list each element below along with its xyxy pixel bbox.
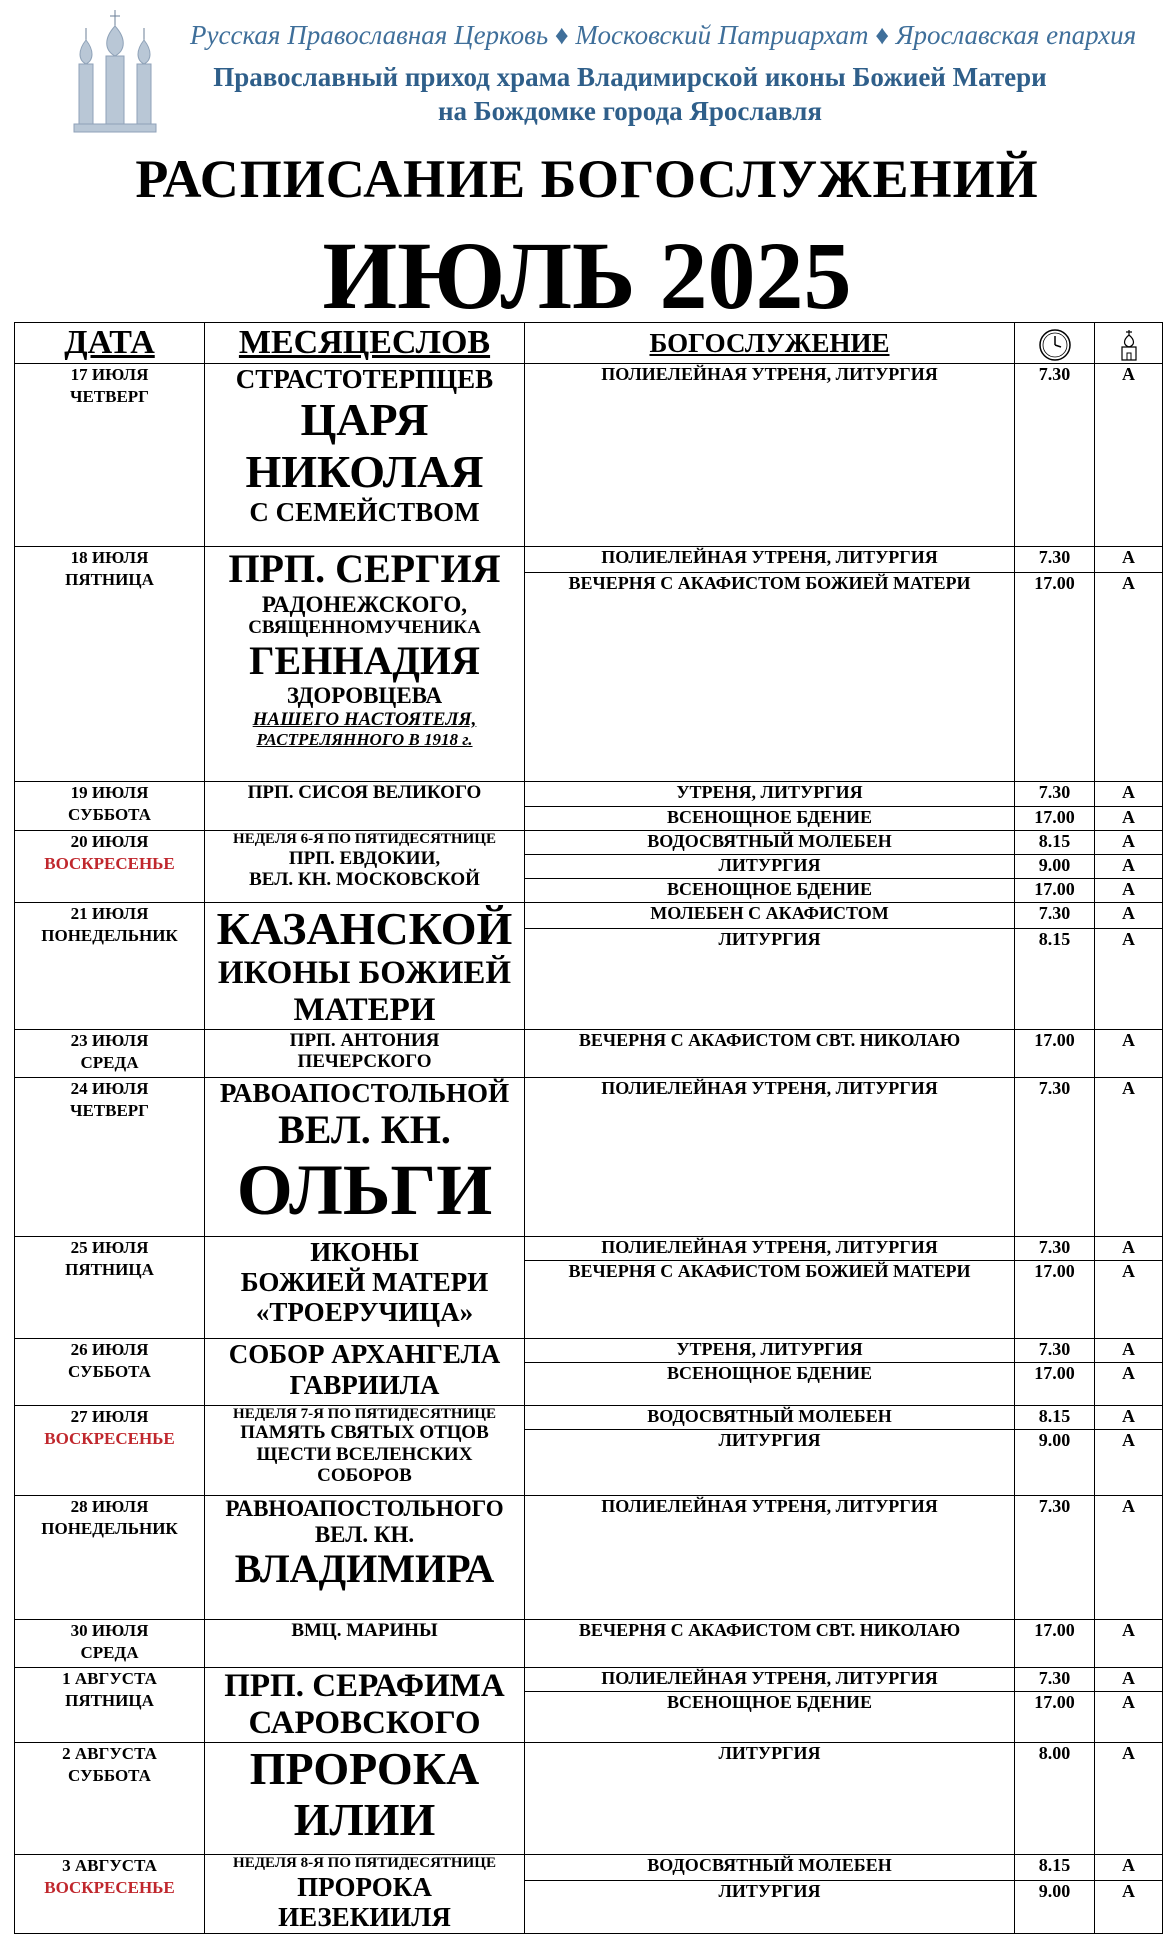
place-cell: А (1095, 806, 1163, 830)
saint-line: ОЛЬГИ (236, 1150, 493, 1231)
weekday-label: СУББОТА (68, 1362, 151, 1382)
place-cell: А (1095, 1742, 1163, 1854)
saint-line: ВЕЛ. КН. (314, 1521, 415, 1547)
table-header-row (15, 323, 1163, 364)
saints-cell (205, 1855, 525, 1934)
service-cell: ПОЛИЕЛЕЙНАЯ УТРЕНЯ, ЛИТУРГИЯ (525, 1078, 1015, 1237)
table-row (15, 1620, 1163, 1667)
table-row (15, 1405, 1163, 1429)
saint-line: НЕДЕЛЯ 6-Я ПО ПЯТИДЕСЯТНИЦЕ (233, 830, 496, 847)
date-cell (15, 1078, 205, 1237)
time-cell: 8.15 (1015, 1405, 1095, 1429)
time-cell: 17.00 (1015, 572, 1095, 781)
place-cell: А (1095, 879, 1163, 903)
time-cell: 9.00 (1015, 1429, 1095, 1495)
time-cell: 7.30 (1015, 1078, 1095, 1237)
date-label: 21 ИЮЛЯ (70, 904, 149, 924)
saint-line: ВЕЛ. КН. МОСКОВСКОЙ (249, 868, 480, 890)
weekday-label: ВОСКРЕСЕНЬЕ (44, 1428, 175, 1448)
saint-line: ЩЕСТИ ВСЕЛЕНСКИХ (256, 1443, 473, 1465)
time-cell: 17.00 (1015, 806, 1095, 830)
service-cell: ВСЕНОЩНОЕ БДЕНИЕ (525, 806, 1015, 830)
saint-line: РАВОАПОСТОЛЬНОЙ (219, 1078, 510, 1109)
saint-line: РАВНОАПОСТОЛЬНОГО (225, 1495, 504, 1521)
column-header-service: БОГОСЛУЖЕНИЕ (525, 323, 1015, 364)
saints-cell (205, 546, 525, 781)
saint-line: ПРП. СЕРАФИМА (224, 1667, 505, 1704)
time-cell: 8.15 (1015, 929, 1095, 1030)
time-cell: 17.00 (1015, 1691, 1095, 1742)
time-cell: 7.30 (1015, 781, 1095, 806)
time-cell: 7.30 (1015, 1667, 1095, 1691)
place-cell: А (1095, 1260, 1163, 1338)
place-cell: А (1095, 903, 1163, 929)
place-cell: А (1095, 1691, 1163, 1742)
weekday-label: ЧЕТВЕРГ (69, 387, 150, 406)
weekday-label: ПЯТНИЦА (65, 1259, 154, 1279)
table-row (15, 364, 1163, 547)
date-label: 26 ИЮЛЯ (70, 1340, 149, 1360)
saint-line: ВМЦ. МАРИНЫ (291, 1620, 438, 1642)
saint-line: РАДОНЕЖСКОГО, (261, 591, 468, 617)
time-cell: 17.00 (1015, 1620, 1095, 1667)
date-cell (15, 781, 205, 830)
date-cell (15, 546, 205, 781)
service-cell: ВСЕНОЩНОЕ БДЕНИЕ (525, 1363, 1015, 1405)
saint-line: ПРП. СЕРГИЯ (228, 545, 501, 591)
date-cell (15, 1742, 205, 1854)
time-cell: 7.30 (1015, 1339, 1095, 1363)
date-cell (15, 1339, 205, 1405)
place-cell: А (1095, 572, 1163, 781)
time-cell: 7.30 (1015, 903, 1095, 929)
saint-line: ВЛАДИМИРА (234, 1546, 495, 1592)
saint-line: СОБОРОВ (317, 1464, 412, 1486)
page-title: РАСПИСАНИЕ БОГОСЛУЖЕНИЙ (135, 149, 1039, 209)
time-cell: 8.15 (1015, 1855, 1095, 1880)
service-cell: ВОДОСВЯТНЫЙ МОЛЕБЕН (525, 1405, 1015, 1429)
date-cell (15, 364, 205, 547)
column-header-date: ДАТА (15, 323, 205, 364)
service-cell: ПОЛИЕЛЕЙНАЯ УТРЕНЯ, ЛИТУРГИЯ (525, 1667, 1015, 1691)
weekday-label: СУББОТА (68, 804, 151, 824)
saints-cell (205, 781, 525, 830)
saints-cell (205, 1030, 525, 1078)
service-cell: ВЕЧЕРНЯ С АКАФИСТОМ БОЖИЕЙ МАТЕРИ (525, 1260, 1015, 1338)
service-cell: ПОЛИЕЛЕЙНАЯ УТРЕНЯ, ЛИТУРГИЯ (525, 1236, 1015, 1260)
saint-line: ПРОРОКА (249, 1742, 480, 1794)
date-cell (15, 1236, 205, 1338)
schedule-table (14, 322, 1163, 1934)
service-cell: УТРЕНЯ, ЛИТУРГИЯ (525, 781, 1015, 806)
date-cell (15, 1030, 205, 1078)
table-row (15, 1742, 1163, 1854)
service-cell: ЛИТУРГИЯ (525, 854, 1015, 878)
table-row (15, 781, 1163, 806)
saint-line: ИКОНЫ (310, 1236, 419, 1267)
saint-line: ВЕЛ. КН. (278, 1107, 451, 1153)
date-cell (15, 830, 205, 902)
temple-icon (1116, 328, 1142, 362)
time-cell: 17.00 (1015, 1030, 1095, 1078)
service-cell: ВСЕНОЩНОЕ БДЕНИЕ (525, 1691, 1015, 1742)
time-cell: 7.30 (1015, 1495, 1095, 1620)
table-row (15, 1855, 1163, 1880)
place-cell: А (1095, 1363, 1163, 1405)
date-cell (15, 1405, 205, 1495)
saint-line: ГЕННАДИЯ (249, 637, 480, 683)
time-cell: 7.30 (1015, 546, 1095, 572)
weekday-label: ПОНЕДЕЛЬНИК (41, 926, 178, 946)
table-row (15, 1495, 1163, 1620)
saint-line: ИКОНЫ БОЖИЕЙ (217, 954, 512, 991)
date-label: 1 АВГУСТА (62, 1668, 157, 1688)
saint-line: НЕДЕЛЯ 7-Я ПО ПЯТИДЕСЯТНИЦЕ (233, 1405, 496, 1422)
date-cell (15, 1667, 205, 1742)
saint-line: МАТЕРИ (293, 991, 436, 1028)
saint-line: САРОВСКОГО (248, 1704, 481, 1741)
service-cell: ВЕЧЕРНЯ С АКАФИСТОМ СВТ. НИКОЛАЮ (525, 1030, 1015, 1078)
saint-line: СОБОР АРХАНГЕЛА (228, 1339, 501, 1370)
weekday-label: ПЯТНИЦА (65, 569, 154, 589)
saint-line: ПРП. СИСОЯ ВЕЛИКОГО (247, 781, 482, 803)
time-cell: 7.30 (1015, 364, 1095, 547)
table-row (15, 546, 1163, 572)
saint-line: НЕДЕЛЯ 8-Я ПО ПЯТИДЕСЯТНИЦЕ (233, 1855, 496, 1872)
place-cell: А (1095, 830, 1163, 854)
saint-note: РАСТРЕЛЯННОГО В 1918 г. (256, 730, 473, 750)
service-cell: ПОЛИЕЛЕЙНАЯ УТРЕНЯ, ЛИТУРГИЯ (525, 546, 1015, 572)
saints-cell (205, 903, 525, 1030)
time-cell: 9.00 (1015, 854, 1095, 878)
saints-cell (205, 1667, 525, 1742)
time-cell: 8.15 (1015, 830, 1095, 854)
weekday-label: ПЯТНИЦА (65, 1690, 154, 1710)
time-cell: 7.30 (1015, 1236, 1095, 1260)
date-label: 18 ИЮЛЯ (70, 547, 149, 567)
saints-cell (205, 1236, 525, 1338)
saint-line: ПАМЯТЬ СВЯТЫХ ОТЦОВ (240, 1422, 489, 1444)
time-cell: 9.00 (1015, 1880, 1095, 1933)
place-cell: А (1095, 1339, 1163, 1363)
time-cell: 17.00 (1015, 879, 1095, 903)
place-cell: А (1095, 1880, 1163, 1933)
service-cell: ЛИТУРГИЯ (525, 1742, 1015, 1854)
saints-cell (205, 1405, 525, 1495)
date-label: 20 ИЮЛЯ (70, 831, 149, 851)
month-title: ИЮЛЬ 2025 (322, 222, 852, 329)
page-header (0, 0, 1174, 150)
place-cell: А (1095, 1667, 1163, 1691)
saints-cell (205, 364, 525, 547)
church-domes-icon (70, 8, 160, 136)
saints-cell (205, 1620, 525, 1667)
date-cell (15, 1620, 205, 1667)
service-cell: ПОЛИЕЛЕЙНАЯ УТРЕНЯ, ЛИТУРГИЯ (525, 364, 1015, 547)
date-label: 24 ИЮЛЯ (70, 1079, 149, 1099)
date-label: 3 АВГУСТА (62, 1856, 157, 1876)
service-cell: ВСЕНОЩНОЕ БДЕНИЕ (525, 879, 1015, 903)
weekday-label: ВОСКРЕСЕНЬЕ (44, 1878, 175, 1898)
place-cell: А (1095, 1855, 1163, 1880)
time-cell: 17.00 (1015, 1363, 1095, 1405)
table-row (15, 1339, 1163, 1363)
saint-line: ПРОРОКА (297, 1872, 432, 1903)
clock-icon (1038, 328, 1072, 362)
saints-cell (205, 1339, 525, 1405)
saint-line: СТРАСТОТЕРПЦЕВ (235, 364, 494, 394)
saint-line: ПРП. АНТОНИЯ (289, 1030, 440, 1052)
date-label: 23 ИЮЛЯ (70, 1031, 149, 1051)
place-cell: А (1095, 1495, 1163, 1620)
table-row (15, 1078, 1163, 1237)
place-cell: А (1095, 1030, 1163, 1078)
service-cell: УТРЕНЯ, ЛИТУРГИЯ (525, 1339, 1015, 1363)
weekday-label: СРЕДА (80, 1053, 139, 1073)
service-cell: ЛИТУРГИЯ (525, 1429, 1015, 1495)
table-row (15, 903, 1163, 929)
place-cell: А (1095, 1429, 1163, 1495)
service-cell: ПОЛИЕЛЕЙНАЯ УТРЕНЯ, ЛИТУРГИЯ (525, 1495, 1015, 1620)
date-label: 30 ИЮЛЯ (70, 1621, 149, 1641)
service-cell: ВОДОСВЯТНЫЙ МОЛЕБЕН (525, 1855, 1015, 1880)
column-header-time (1015, 323, 1095, 364)
place-cell: А (1095, 1078, 1163, 1237)
table-row (15, 1667, 1163, 1691)
header-city-line: на Бождомке города Ярославля (437, 96, 823, 126)
table-row (15, 1236, 1163, 1260)
time-cell: 17.00 (1015, 1260, 1095, 1338)
time-cell: 8.00 (1015, 1742, 1095, 1854)
date-label: 27 ИЮЛЯ (70, 1406, 149, 1426)
saints-cell (205, 1495, 525, 1620)
weekday-label: ЧЕТВЕРГ (69, 1101, 150, 1121)
column-header-place (1095, 323, 1163, 364)
place-cell: А (1095, 929, 1163, 1030)
table-row (15, 830, 1163, 854)
date-label: 25 ИЮЛЯ (70, 1237, 149, 1257)
service-cell: ВОДОСВЯТНЫЙ МОЛЕБЕН (525, 830, 1015, 854)
service-cell: МОЛЕБЕН С АКАФИСТОМ (525, 903, 1015, 929)
header-parish-line: Православный приход храма Владимирской иконы Божией Матери (213, 62, 1047, 92)
date-cell (15, 1495, 205, 1620)
place-cell: А (1095, 854, 1163, 878)
saint-line: ГАВРИИЛА (289, 1369, 440, 1400)
place-cell: А (1095, 1405, 1163, 1429)
date-label: 17 ИЮЛЯ (70, 365, 149, 384)
service-cell: ЛИТУРГИЯ (525, 929, 1015, 1030)
date-label: 19 ИЮЛЯ (70, 782, 149, 802)
column-header-saints: МЕСЯЦЕСЛОВ (205, 323, 525, 364)
saint-line: КАЗАНСКОЙ (216, 903, 513, 955)
saint-line: ИЕЗЕКИИЛЯ (278, 1902, 451, 1933)
date-cell (15, 903, 205, 1030)
saint-line: ЦАРЯ (300, 394, 429, 446)
place-cell: А (1095, 1620, 1163, 1667)
place-cell: А (1095, 546, 1163, 572)
weekday-label: СУББОТА (68, 1765, 151, 1785)
service-cell: ЛИТУРГИЯ (525, 1880, 1015, 1933)
service-cell: ВЕЧЕРНЯ С АКАФИСТОМ БОЖИЕЙ МАТЕРИ (525, 572, 1015, 781)
table-row (15, 1030, 1163, 1078)
saints-cell (205, 830, 525, 902)
saints-cell (205, 1742, 525, 1854)
place-cell: А (1095, 1236, 1163, 1260)
date-label: 28 ИЮЛЯ (70, 1496, 149, 1516)
saint-line: ИЛИИ (293, 1794, 436, 1846)
saint-line: С СЕМЕЙСТВОМ (249, 497, 480, 528)
saint-line: БОЖИЕЙ МАТЕРИ (240, 1267, 489, 1298)
service-cell: ВЕЧЕРНЯ С АКАФИСТОМ СВТ. НИКОЛАЮ (525, 1620, 1015, 1667)
saints-cell (205, 1078, 525, 1237)
saint-line: ЗДОРОВЦЕВА (286, 683, 443, 709)
saint-line: СВЯЩЕННОМУЧЕНИКА (248, 617, 481, 639)
saint-note: НАШЕГО НАСТОЯТЕЛЯ, (252, 709, 477, 731)
saint-line: ПЕЧЕРСКОГО (297, 1051, 432, 1073)
saint-line: ПРП. ЕВДОКИИ, (288, 847, 441, 869)
saint-line: «ТРОЕРУЧИЦА» (255, 1297, 474, 1328)
date-cell (15, 1855, 205, 1934)
weekday-label: ПОНЕДЕЛЬНИК (41, 1518, 178, 1538)
weekday-label: ВОСКРЕСЕНЬЕ (44, 853, 175, 873)
weekday-label: СРЕДА (80, 1643, 139, 1663)
place-cell: А (1095, 781, 1163, 806)
date-label: 2 АВГУСТА (62, 1743, 157, 1763)
place-cell: А (1095, 364, 1163, 547)
header-church-line: Русская Православная Церковь ♦ Московский Патриархат ♦ Ярославская епархия (190, 20, 1137, 50)
saint-line: НИКОЛАЯ (245, 445, 484, 497)
